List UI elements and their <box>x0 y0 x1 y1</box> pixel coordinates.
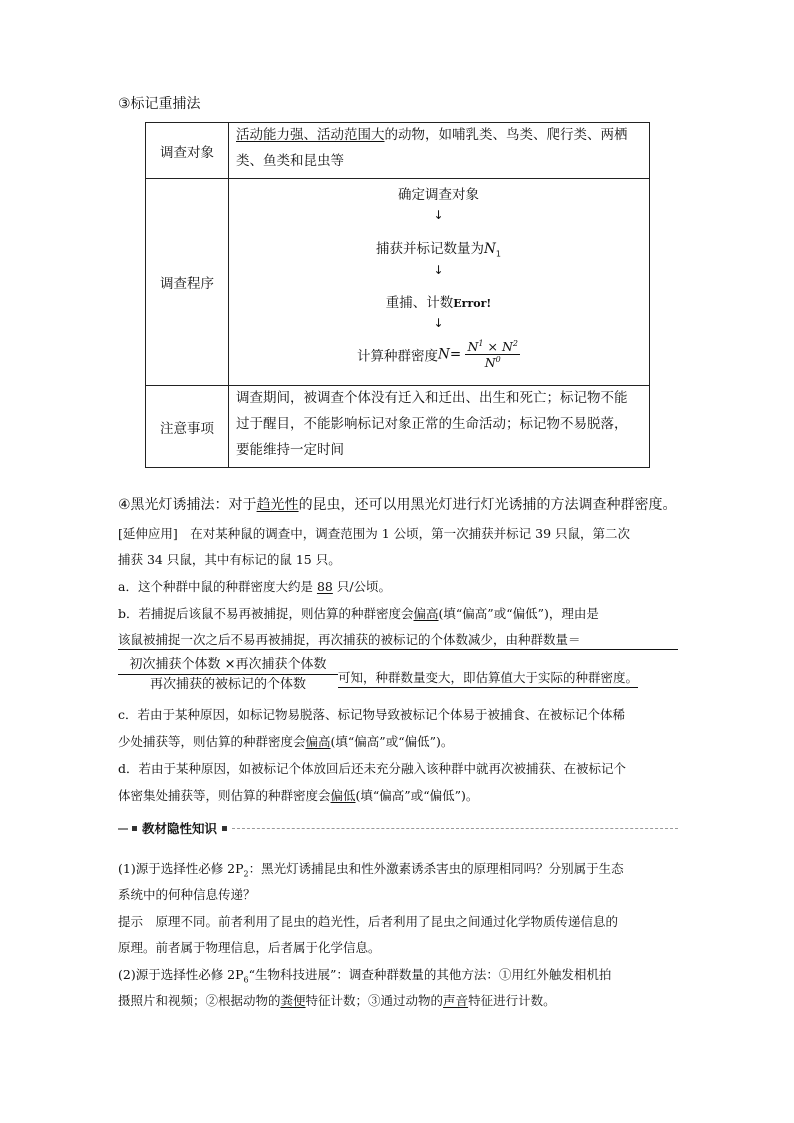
table-row-procedure <box>146 179 649 386</box>
answer-c: 偏高 <box>305 734 331 749</box>
section-bullet-icon-right <box>222 826 227 831</box>
subject-underlined: 活动能力强、活动范围大 <box>236 127 385 143</box>
method-heading: ③标记重捕法 <box>118 96 201 112</box>
subject-text-1: 的动物，如哺乳类、鸟类、爬行类、两栖 <box>384 127 628 143</box>
item-b-line-2: 该鼠被捕捉一次之后不易再被捕捉，再次捕获的被标记的个体数减少，由种群数量＝ <box>118 631 678 650</box>
question-1-line-1: (1)源于选择性必修 $2P_2$：黑光灯诱捕昆虫和性外激素诱杀害虫的原理相同吗？分别属于生态 <box>118 861 624 879</box>
question-1-line-2: 系统中的何种信息传递？ <box>118 887 256 902</box>
step-capture-mark: 捕获并标记数量为$N_1$ <box>376 241 501 259</box>
flow-arrow-1: ↓ <box>433 208 444 222</box>
item-a: a．这个种群中鼠的种群密度大约是 88 只/公顷。 <box>118 579 392 594</box>
phototaxis-underlined: 趋光性 <box>256 497 299 513</box>
tip-line-1: 提示 原理不同。前者利用了昆虫的趋光性，后者利用了昆虫之间通过化学物质传递信息的 <box>118 914 619 929</box>
blacklight-method: ④黑光灯诱捕法：对于趋光性的昆虫，还可以用黑光灯进行灯光诱捕的方法调查种群密度。 <box>118 497 677 513</box>
question-2-line-2: 摄照片和视频；②根据动物的粪便特征计数；③通过动物的声音特征进行计数。 <box>118 993 556 1008</box>
flow-arrow-2: ↓ <box>433 263 444 277</box>
density-formula: $\frac{N^1 \times N^2}{N^0}$ <box>467 339 518 371</box>
step-calculate-density: 计算种群密度N= $\frac{N^1 \times N^2}{N^0}$ <box>357 339 518 371</box>
tip-line-2: 原理。前者属于物理信息，后者属于化学信息。 <box>118 940 381 955</box>
section-rule-left <box>118 828 128 830</box>
table-row-notes <box>146 386 649 467</box>
subject-text-2: 类、鱼类和昆虫等 <box>236 153 344 169</box>
answer-d: 偏低 <box>330 788 356 803</box>
item-b-line-3: 可知，种群数量变大，即估算值大于实际的种群密度。 <box>338 669 638 688</box>
row-content-subject <box>228 123 649 178</box>
notes-line-3: 要能维持一定时间 <box>236 442 344 458</box>
question-2-line-1: (2)源于选择性必修 $2P_6“$生物科技进展”：调查种群数量的其他方法：①用红外触发相机拍 <box>118 967 612 985</box>
answer-a: 88 <box>316 579 333 594</box>
extension-line-2: 捕获 34 只鼠，其中有标记的鼠 15 只。 <box>118 552 341 567</box>
tip-label: 提示 <box>118 914 144 929</box>
population-fraction <box>118 656 338 695</box>
item-c-line-2: 少处捕获等，则估算的种群密度会偏高(填“偏高”或“偏低”)。 <box>118 734 454 749</box>
item-c-line-1: c．若由于某种原因，如标记物易脱落、标记物导致被标记个体易于被捕食、在被标记个体稀 <box>118 707 626 722</box>
mark-recapture-table <box>145 122 650 468</box>
answer-b: 偏高 <box>413 606 439 621</box>
section-header <box>118 822 678 836</box>
row-header-procedure: 调查程序 <box>146 179 229 385</box>
item-d-line-1: d．若由于某种原因，如被标记个体放回后还未充分融入该种群中就再次被捕获、在被标记个 <box>118 761 627 776</box>
fraction-denominator: 再次捕获的被标记的个体数 <box>149 677 306 692</box>
row-header-notes: 注意事项 <box>146 386 229 467</box>
notes-line-1: 调查期间，被调查个体没有迁入和迁出、出生和死亡；标记物不能 <box>236 390 628 406</box>
section-rule-right <box>232 828 678 829</box>
error-text: Error! <box>453 297 492 310</box>
table-row-subject <box>146 123 649 179</box>
answer-sound: 声音 <box>443 993 469 1008</box>
step-recapture-count: 重捕、计数Error! <box>385 295 492 311</box>
notes-line-2: 过于醒目，不能影响标记对象正常的生命活动；标记物不易脱落， <box>236 416 628 432</box>
item-d-line-2: 体密集处捕获等，则估算的种群密度会偏低(填“偏高”或“偏低”)。 <box>118 788 479 803</box>
extension-line-1: [延伸应用] 在对某种鼠的调查中，调查范围为 1 公顷，第一次捕获并标记 39 只鼠，第二次 <box>118 526 631 541</box>
row-header-subject: 调查对象 <box>146 123 229 178</box>
flow-arrow-3: ↓ <box>433 316 444 330</box>
item-b-line-1: b．若捕捉后该鼠不易再被捕捉，则估算的种群密度会偏高(填“偏高”或“偏低”)，理由是 <box>118 606 599 621</box>
answer-feces: 粪便 <box>280 993 306 1008</box>
section-title: 教材隐性知识 <box>142 821 218 836</box>
fraction-numerator: 初次捕获个体数 ×再次捕获个体数 <box>118 656 338 675</box>
step-determine-subject: 确定调查对象 <box>398 187 479 203</box>
section-bullet-icon <box>132 826 137 831</box>
procedure-flow <box>228 179 649 385</box>
row-content-notes <box>228 386 649 467</box>
